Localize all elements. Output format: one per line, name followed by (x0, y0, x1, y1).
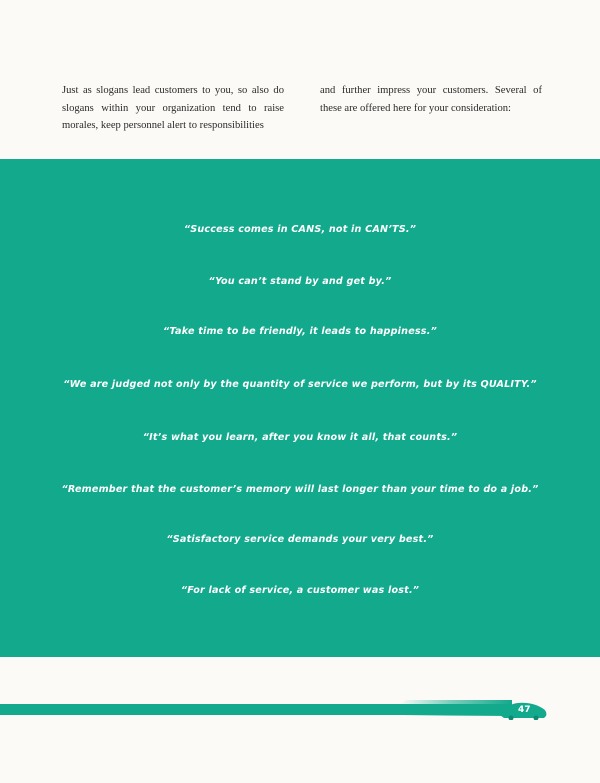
slogan: “Remember that the customer’s memory will last longer than your time to do a job.” (61, 484, 539, 495)
slogan: “It’s what you learn, after you know it all, that counts.” (142, 432, 458, 443)
slogan-list (0, 159, 600, 657)
slogan: “We are judged not only by the quantity of service we perform, but by its QUALITY.” (63, 379, 537, 390)
slogan: “For lack of service, a customer was lost.” (180, 585, 420, 596)
slogan-panel (0, 159, 600, 657)
slogan: “Success comes in CANS, not in CAN’TS.” (183, 224, 417, 235)
slogan: “Satisfactory service demands your very best.” (166, 534, 434, 545)
intro-left-column: Just as slogans lead customers to you, so also do slogans within your organization tend to raise morales, keep personnel alert to responsibilities (62, 85, 284, 131)
intro-text (62, 82, 542, 135)
slogan: “Take time to be friendly, it leads to happiness.” (163, 326, 437, 337)
page-number: 47 (518, 705, 531, 715)
intro-right-column: and further impress your customers. Several of these are offered here for your consideration: (320, 85, 542, 114)
footer-speed-streak (400, 700, 512, 716)
slogan: “You can’t stand by and get by.” (208, 276, 392, 287)
